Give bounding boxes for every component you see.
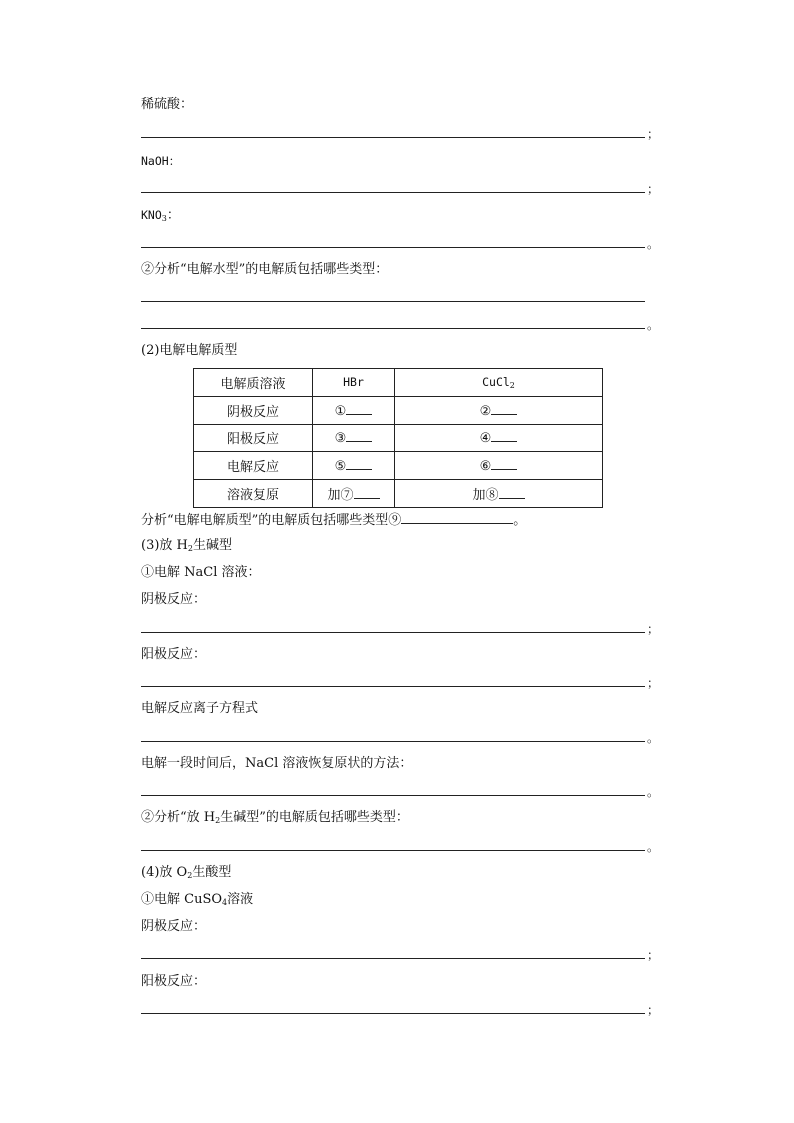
blank-cell[interactable]: ⑥ [395,452,603,480]
semicolon: ； [647,948,660,962]
item-electrolyze-cuso4: ①电解 CuSO$_4$溶液 [141,892,254,907]
table-row [194,452,603,480]
table-row [194,369,603,397]
semicolon: ； [647,622,660,636]
blank-cell[interactable]: 加⑦ [313,480,395,508]
answer-line[interactable] [141,137,645,138]
answer-line[interactable] [141,632,645,633]
blank-cell[interactable]: ⑤ [313,452,395,480]
answer-line[interactable] [141,795,645,796]
answer-line[interactable] [141,1013,645,1014]
period: 。 [647,840,660,854]
heading-h2-base: (3)放 $H_2$生碱型 [141,538,232,553]
answer-line[interactable] [141,850,645,851]
row-label: 阴极反应 [194,396,313,424]
answer-line[interactable] [141,192,645,193]
label-naoh: NaOH： [141,154,181,168]
blank-9[interactable] [401,511,513,524]
answer-line[interactable] [141,741,645,742]
question-h2-base: ②分析“放 $H_2$生碱型”的电解质包括哪些类型： [141,810,409,825]
item-electrolyze-nacl: ①电解 NaCl 溶液： [141,565,261,580]
answer-line[interactable] [141,328,645,329]
semicolon: ； [647,127,660,141]
blank-cell[interactable]: ② [395,396,603,424]
table-row [194,396,603,424]
blank-cell[interactable]: 加⑧ [395,480,603,508]
answer-line[interactable] [141,686,645,687]
label-dilute-sulfuric-acid: 稀硫酸： [141,97,194,112]
label-cathode-reaction: 阴极反应： [141,919,207,934]
blank-cell[interactable]: ① [313,396,395,424]
header-cucl2: CuCl$_2$ [395,369,603,397]
heading-o2-acid: (4)放 $O_2$生酸型 [141,865,232,880]
period: 。 [647,318,660,332]
row-label: 溶液复原 [194,480,313,508]
period: 。 [647,785,660,799]
answer-line[interactable] [141,301,645,302]
header-electrolyte: 电解质溶液 [194,369,313,397]
table-row [194,424,603,452]
label-ionic-equation: 电解反应离子方程式 [141,701,259,716]
colon: ： [166,208,180,223]
row-label: 电解反应 [194,452,313,480]
subscript: 3 [161,214,167,223]
formula: KNO [141,208,162,222]
row-label: 阳极反应 [194,424,313,452]
semicolon: ； [647,182,660,196]
electrolysis-table [193,368,603,508]
period: 。 [647,237,660,251]
answer-line[interactable] [141,247,645,248]
label-cathode-reaction: 阴极反应： [141,592,207,607]
period: 。 [647,731,660,745]
semicolon: ； [647,676,660,690]
label-anode-reaction: 阳极反应： [141,647,207,662]
label-anode-reaction: 阳极反应： [141,974,207,989]
answer-line[interactable] [141,958,645,959]
header-hbr: HBr [313,369,395,397]
question-electrolyze-water: ②分析“电解水型”的电解质包括哪些类型： [141,262,389,277]
question-electrolyze-electrolyte: 分析“电解电解质型”的电解质包括哪些类型⑨ 。 [141,513,527,528]
table-row [194,480,603,508]
blank-cell[interactable]: ④ [395,424,603,452]
semicolon: ； [647,1003,660,1017]
label-restore-nacl: 电解一段时间后，NaCl 溶液恢复原状的方法： [141,756,413,771]
blank-cell[interactable]: ③ [313,424,395,452]
heading-electrolyze-electrolyte: (2)电解电解质型 [141,343,238,358]
label-kno3 [141,207,180,227]
